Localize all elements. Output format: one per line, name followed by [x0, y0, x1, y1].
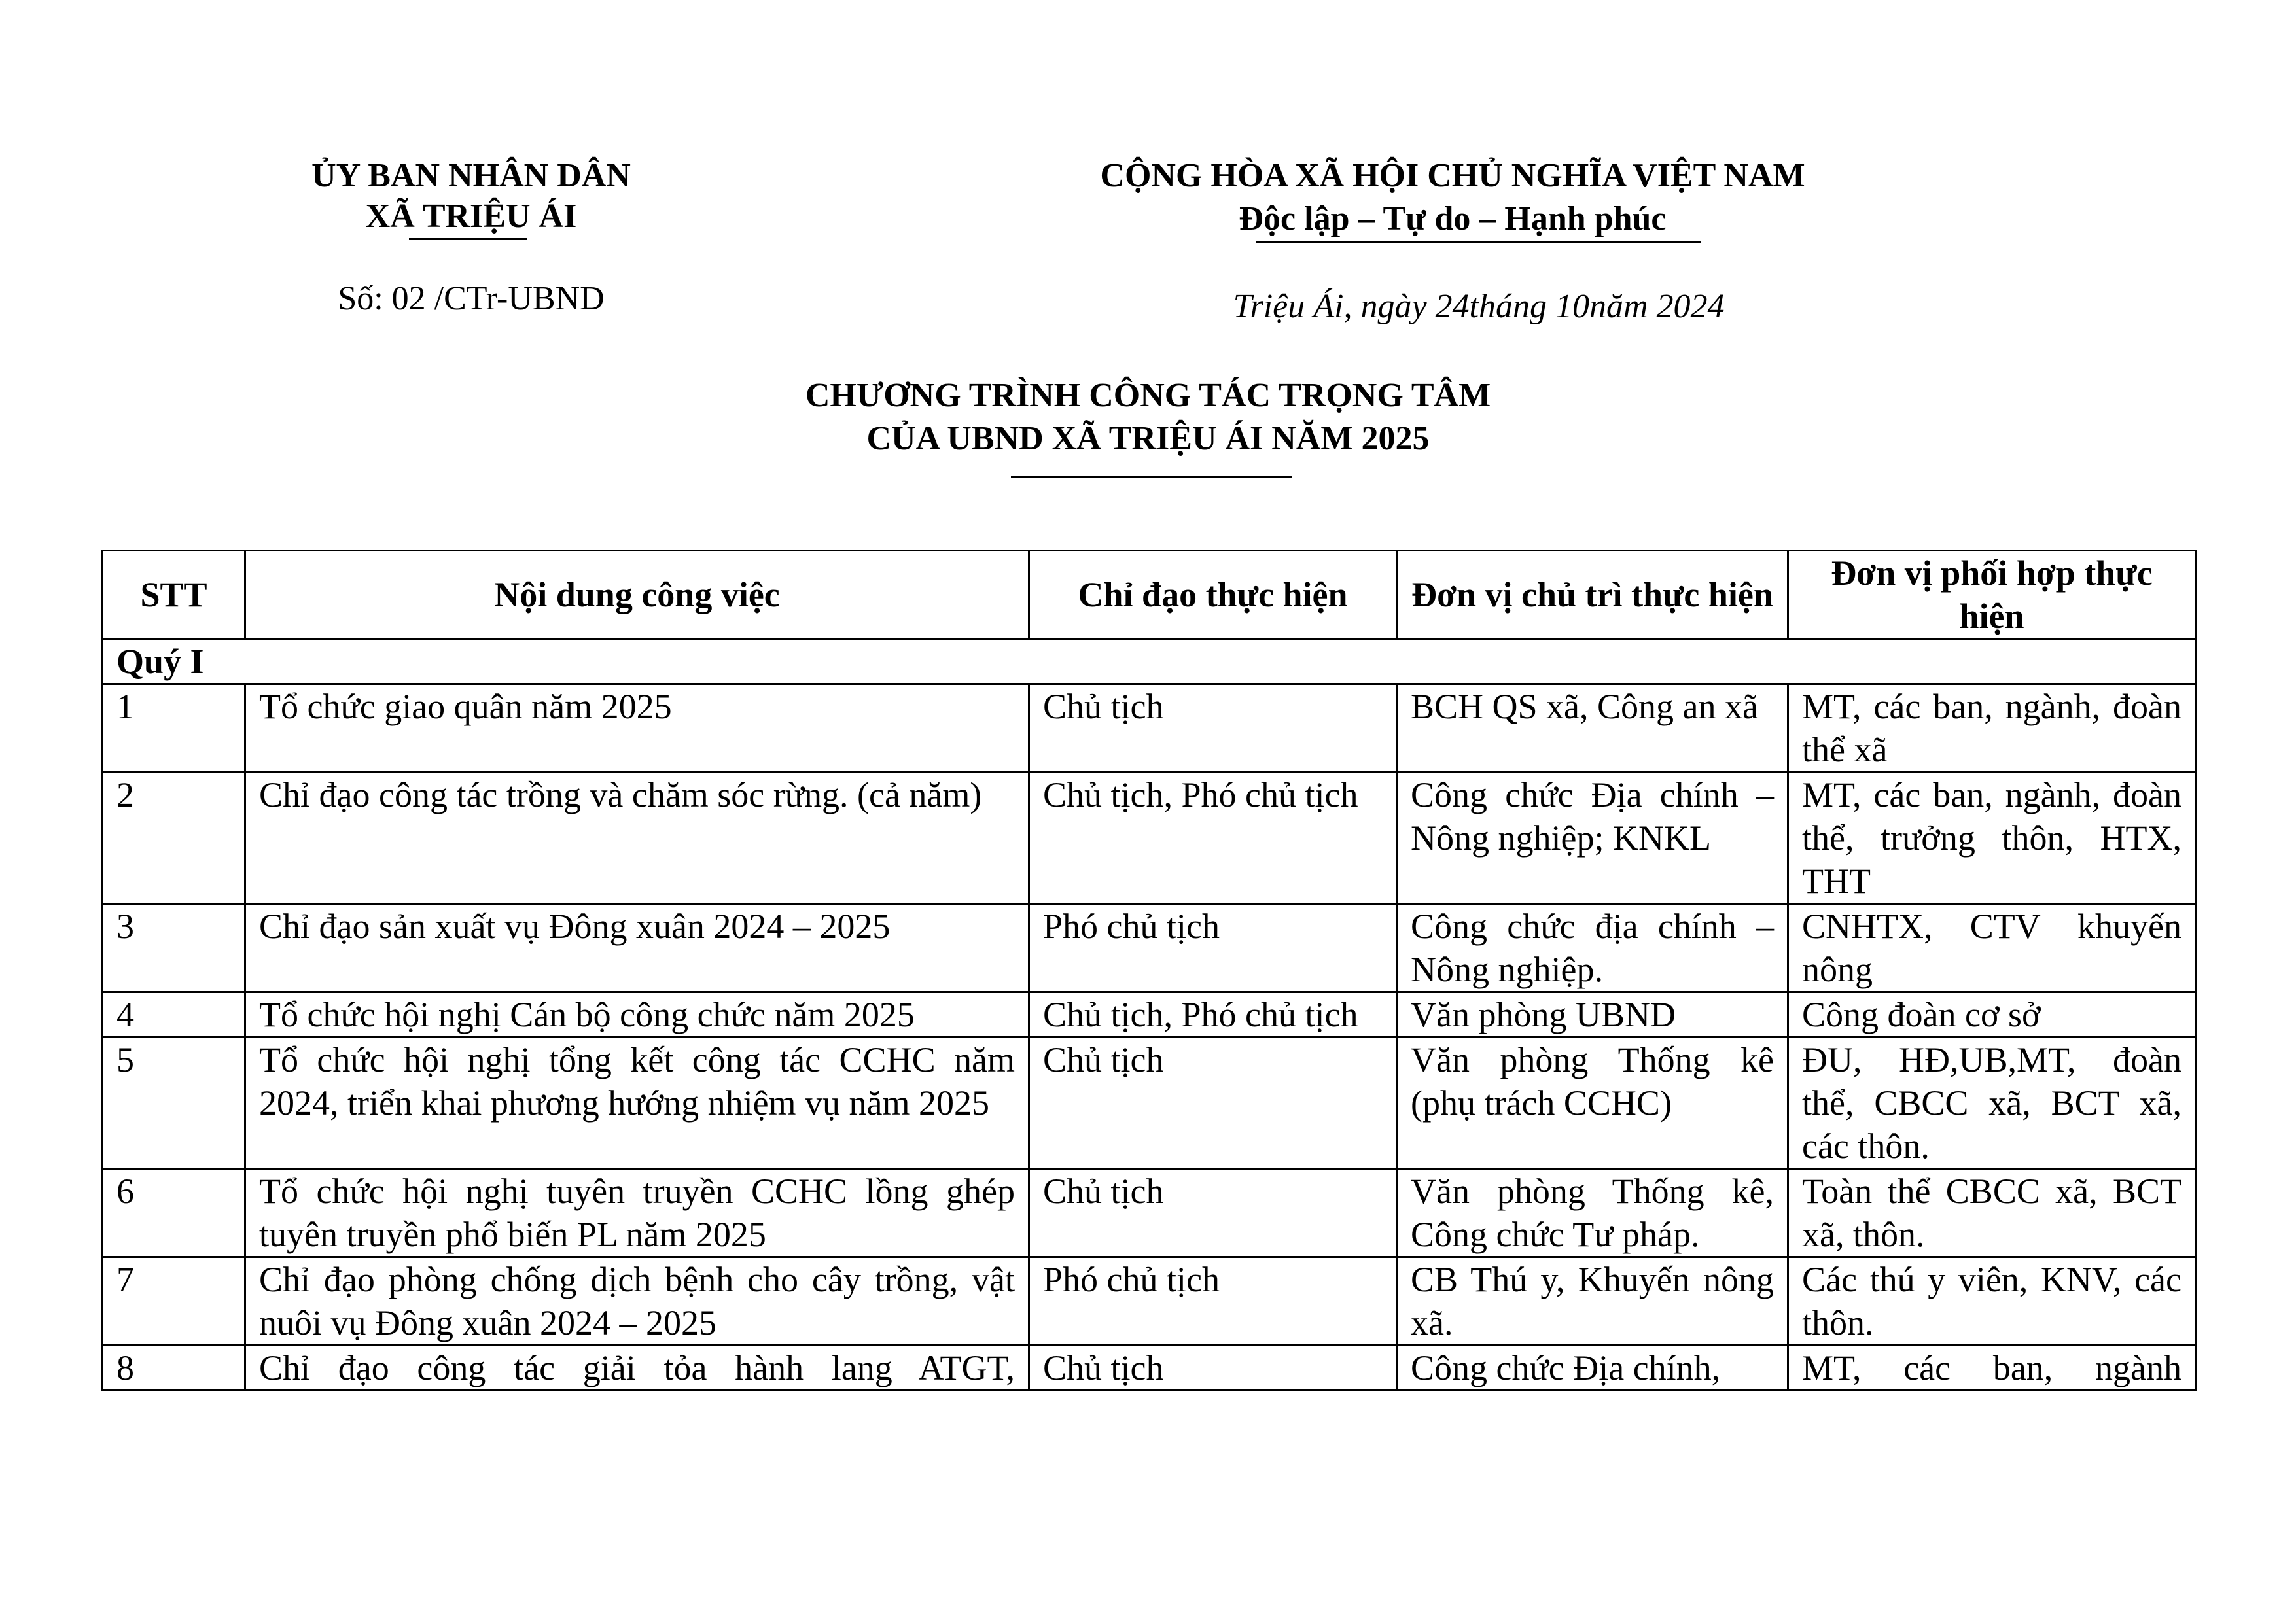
header-content: Nội dung công việc — [245, 551, 1029, 639]
agency-name: ỦY BAN NHÂN DÂN — [311, 157, 631, 194]
document-title-line2: CỦA UBND XÃ TRIỆU ÁI NĂM 2025 — [866, 420, 1430, 457]
document-number: Số: 02 /CTr-UBND — [338, 280, 605, 317]
cell-lead-unit: Văn phòng Thống kê (phụ trách CCHC) — [1397, 1038, 1788, 1169]
cell-coord-unit: MT, các ban, ngành, đoàn thể, trưởng thôn, HTX, THT — [1788, 773, 2196, 904]
table-row — [103, 1346, 2196, 1391]
motto-underline — [1256, 241, 1701, 243]
cell-coord-unit: Công đoàn cơ sở — [1788, 992, 2196, 1038]
national-motto: Độc lập – Tự do – Hạnh phúc — [1239, 200, 1667, 237]
cell-lead-unit: Công chức Địa chính – Nông nghiệp; KNKL — [1397, 773, 1788, 904]
cell-lead-unit: CB Thú y, Khuyến nông xã. — [1397, 1257, 1788, 1346]
cell-direct: Chủ tịch — [1029, 1038, 1397, 1169]
table-row — [103, 684, 2196, 773]
cell-coord-unit: Toàn thể CBCC xã, BCT xã, thôn. — [1788, 1169, 2196, 1257]
table-row — [103, 904, 2196, 992]
header-coord-unit: Đơn vị phối hợp thực hiện — [1788, 551, 2196, 639]
table-row — [103, 1257, 2196, 1346]
cell-coord-unit: ĐU, HĐ,UB,MT, đoàn thể, CBCC xã, BCT xã, các thôn. — [1788, 1038, 2196, 1169]
table-row — [103, 773, 2196, 904]
cell-direct: Chủ tịch — [1029, 1346, 1397, 1391]
table-row — [103, 1038, 2196, 1169]
commune-underline — [409, 238, 527, 240]
cell-lead-unit: BCH QS xã, Công an xã — [1397, 684, 1788, 773]
place-and-date: Triệu Ái, ngày 24tháng 10năm 2024 — [1233, 288, 1725, 325]
work-program-table — [101, 550, 2197, 1391]
cell-direct: Chủ tịch, Phó chủ tịch — [1029, 992, 1397, 1038]
cell-coord-unit: MT, các ban, ngành — [1788, 1346, 2196, 1391]
cell-lead-unit: Công chức Địa chính, — [1397, 1346, 1788, 1391]
cell-stt: 3 — [103, 904, 245, 992]
header-lead-unit: Đơn vị chủ trì thực hiện — [1397, 551, 1788, 639]
cell-direct: Phó chủ tịch — [1029, 904, 1397, 992]
commune-name: XÃ TRIỆU ÁI — [365, 198, 577, 235]
cell-content: Chỉ đạo công tác giải tỏa hành lang ATGT, — [245, 1346, 1029, 1391]
cell-lead-unit: Văn phòng Thống kê, Công chức Tư pháp. — [1397, 1169, 1788, 1257]
cell-direct: Chủ tịch — [1029, 684, 1397, 773]
title-underline — [1011, 476, 1292, 478]
cell-direct: Chủ tịch, Phó chủ tịch — [1029, 773, 1397, 904]
header-stt: STT — [103, 551, 245, 639]
table-row — [103, 1169, 2196, 1257]
cell-content: Chỉ đạo phòng chống dịch bệnh cho cây trồng, vật nuôi vụ Đông xuân 2024 – 2025 — [245, 1257, 1029, 1346]
quarter-label: Quý I — [103, 639, 2196, 684]
cell-content: Tổ chức hội nghị tuyên truyền CCHC lồng ghép tuyên truyền phổ biến PL năm 2025 — [245, 1169, 1029, 1257]
cell-content: Chỉ đạo công tác trồng và chăm sóc rừng. (cả năm) — [245, 773, 1029, 904]
cell-coord-unit: CNHTX, CTV khuyến nông — [1788, 904, 2196, 992]
cell-content: Tổ chức hội nghị Cán bộ công chức năm 2025 — [245, 992, 1029, 1038]
cell-content: Chỉ đạo sản xuất vụ Đông xuân 2024 – 2025 — [245, 904, 1029, 992]
quarter-row — [103, 639, 2196, 684]
cell-stt: 4 — [103, 992, 245, 1038]
national-title: CỘNG HÒA XÃ HỘI CHỦ NGHĨA VIỆT NAM — [1100, 157, 1805, 194]
cell-lead-unit: Công chức địa chính – Nông nghiệp. — [1397, 904, 1788, 992]
header-direct: Chỉ đạo thực hiện — [1029, 551, 1397, 639]
cell-stt: 8 — [103, 1346, 245, 1391]
cell-direct: Chủ tịch — [1029, 1169, 1397, 1257]
table-row — [103, 992, 2196, 1038]
cell-stt: 5 — [103, 1038, 245, 1169]
cell-stt: 1 — [103, 684, 245, 773]
document-title-line1: CHƯƠNG TRÌNH CÔNG TÁC TRỌNG TÂM — [805, 377, 1491, 414]
cell-direct: Phó chủ tịch — [1029, 1257, 1397, 1346]
cell-stt: 7 — [103, 1257, 245, 1346]
cell-coord-unit: MT, các ban, ngành, đoàn thể xã — [1788, 684, 2196, 773]
cell-coord-unit: Các thú y viên, KNV, các thôn. — [1788, 1257, 2196, 1346]
cell-stt: 6 — [103, 1169, 245, 1257]
cell-lead-unit: Văn phòng UBND — [1397, 992, 1788, 1038]
cell-content: Tổ chức giao quân năm 2025 — [245, 684, 1029, 773]
cell-content: Tổ chức hội nghị tổng kết công tác CCHC năm 2024, triển khai phương hướng nhiệm vụ năm 2025 — [245, 1038, 1029, 1169]
cell-stt: 2 — [103, 773, 245, 904]
table-header-row — [103, 551, 2196, 639]
